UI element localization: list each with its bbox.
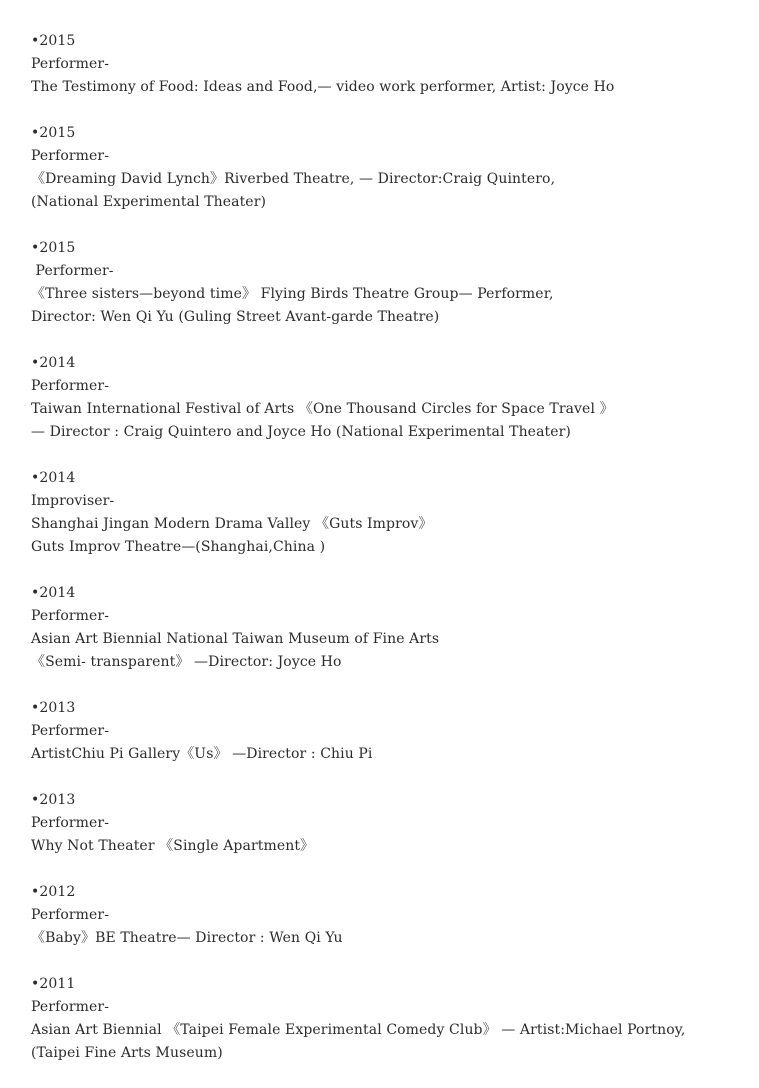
entry-detail: Asian Art Biennial 《Taipei Female Experimental Comedy Club》 — Artist:Michael Portnoy,	[31, 1022, 686, 1038]
entry-detail: 《Semi- transparent》 —Director: Joyce Ho	[31, 654, 342, 670]
entry-role: Performer-	[31, 263, 114, 279]
performance-entry	[31, 697, 741, 766]
entry-role: Performer-	[31, 815, 110, 831]
entry-year: •2015	[31, 33, 76, 49]
entry-role: Performer-	[31, 723, 110, 739]
entry-detail: Director: Wen Qi Yu (Guling Street Avant-garde Theatre)	[31, 309, 440, 325]
entry-detail: Taiwan International Festival of Arts 《One Thousand Circles for Space Travel 》	[31, 401, 614, 417]
performance-entry	[31, 881, 741, 950]
performance-entry	[31, 973, 741, 1065]
entry-year: •2013	[31, 700, 76, 716]
entry-role: Performer-	[31, 378, 110, 394]
entry-year: •2014	[31, 585, 76, 601]
entry-role: Performer-	[31, 56, 110, 72]
entry-role: Performer-	[31, 999, 110, 1015]
entry-detail: Why Not Theater 《Single Apartment》	[31, 838, 315, 854]
entry-detail: Shanghai Jingan Modern Drama Valley 《Guts Improv》	[31, 516, 433, 532]
performance-entry	[31, 30, 741, 99]
entry-detail: ArtistChiu Pi Gallery《Us》 —Director : Chiu Pi	[31, 746, 373, 762]
entry-detail: 《Baby》BE Theatre— Director : Wen Qi Yu	[31, 930, 343, 946]
entry-detail: (National Experimental Theater)	[31, 194, 267, 210]
entry-role: Performer-	[31, 148, 110, 164]
entry-year: •2014	[31, 470, 76, 486]
performance-entry	[31, 582, 741, 674]
entry-detail: (Taipei Fine Arts Museum)	[31, 1045, 223, 1061]
entry-detail: — Director : Craig Quintero and Joyce Ho (National Experimental Theater)	[31, 424, 571, 440]
performance-entry	[31, 352, 741, 444]
entry-role: Performer-	[31, 608, 110, 624]
entry-detail: 《Dreaming David Lynch》Riverbed Theatre, — Director:Craig Quintero,	[31, 171, 556, 187]
performance-entry	[31, 237, 741, 329]
entry-year: •2013	[31, 792, 76, 808]
entry-role: Improviser-	[31, 493, 115, 509]
performance-entry	[31, 122, 741, 214]
performance-history-list	[31, 30, 741, 1088]
entry-detail: 《Three sisters—beyond time》 Flying Birds Theatre Group— Performer,	[31, 286, 554, 302]
entry-detail: Guts Improv Theatre—(Shanghai,China )	[31, 539, 326, 555]
entry-role: Performer-	[31, 907, 110, 923]
entry-year: •2015	[31, 240, 76, 256]
entry-year: •2012	[31, 884, 76, 900]
entry-year: •2015	[31, 125, 76, 141]
entry-detail: Asian Art Biennial National Taiwan Museum of Fine Arts	[31, 631, 440, 647]
entry-detail: The Testimony of Food: Ideas and Food,— video work performer, Artist: Joyce Ho	[31, 79, 615, 95]
entry-year: •2014	[31, 355, 76, 371]
entry-year: •2011	[31, 976, 76, 992]
performance-entry	[31, 789, 741, 858]
performance-entry	[31, 467, 741, 559]
